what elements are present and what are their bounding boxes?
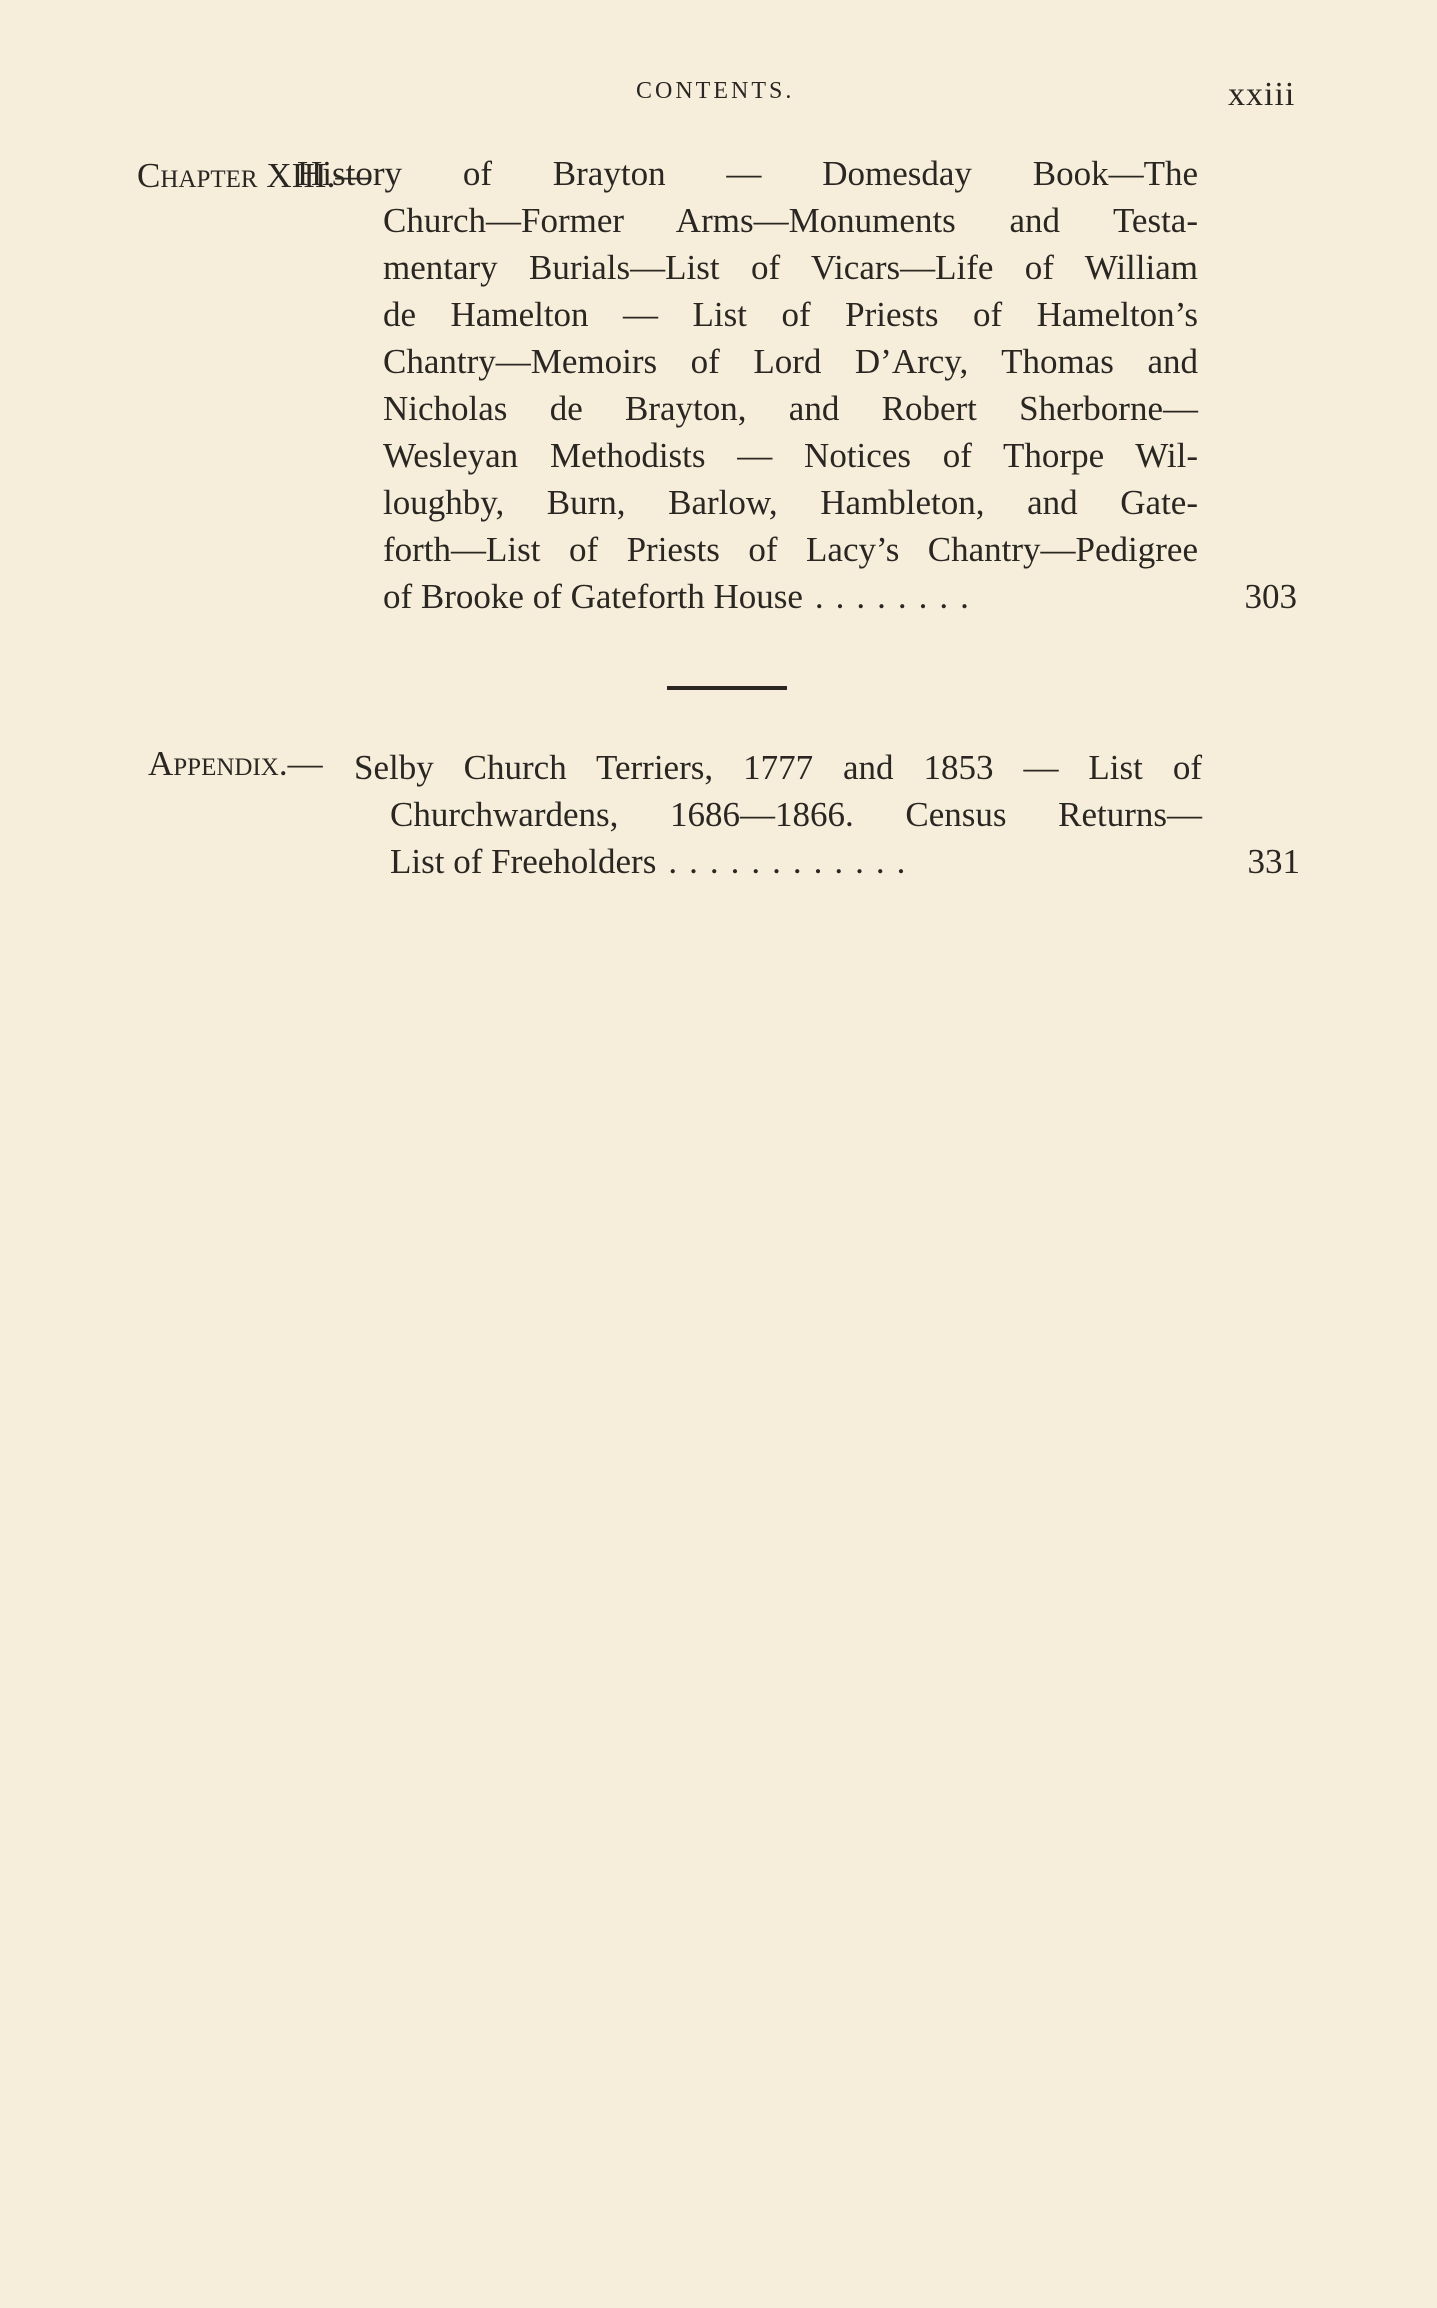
toc-entry-label: Appendix.— bbox=[148, 744, 323, 783]
toc-line: mentary Burials—List of Vicars—Life of William bbox=[383, 248, 1198, 287]
toc-line: History of Brayton — Domesday Book—The bbox=[297, 154, 1198, 193]
toc-entry-label: Chapter XIII.— bbox=[137, 156, 371, 195]
toc-entry-description bbox=[354, 744, 1300, 885]
toc-line: Chantry—Memoirs of Lord D’Arcy, Thomas and bbox=[383, 342, 1198, 381]
toc-line: Church—Former Arms—Monuments and Testa- bbox=[383, 201, 1198, 240]
roman-page-number: xxiii bbox=[1228, 76, 1296, 113]
running-title: CONTENTS. bbox=[636, 78, 795, 104]
dot-leader: ........ bbox=[814, 577, 981, 616]
toc-entry-description bbox=[297, 150, 1297, 620]
toc-line: Nicholas de Brayton, and Robert Sherborne— bbox=[383, 389, 1198, 428]
toc-line: of Brooke of Gateforth House bbox=[383, 577, 803, 616]
toc-line: List of Freeholders bbox=[390, 842, 657, 881]
toc-last-line bbox=[383, 573, 1297, 620]
toc-line: forth—List of Priests of Lacy’s Chantry—Pedigree bbox=[383, 530, 1198, 569]
toc-line: loughby, Burn, Barlow, Hambleton, and Gate- bbox=[383, 483, 1198, 522]
toc-line: Churchwardens, 1686—1866. Census Returns— bbox=[390, 795, 1202, 834]
toc-line: Selby Church Terriers, 1777 and 1853 — List of bbox=[354, 748, 1202, 787]
toc-line: Wesleyan Methodists — Notices of Thorpe Wil- bbox=[383, 436, 1198, 475]
section-divider bbox=[667, 686, 787, 690]
running-header bbox=[0, 78, 1437, 118]
toc-last-line bbox=[390, 838, 1300, 885]
toc-page-number: 331 bbox=[1247, 842, 1300, 881]
dot-leader: ............ bbox=[668, 842, 918, 881]
toc-page-number: 303 bbox=[1244, 577, 1297, 616]
toc-line: de Hamelton — List of Priests of Hamelton’s bbox=[383, 295, 1198, 334]
